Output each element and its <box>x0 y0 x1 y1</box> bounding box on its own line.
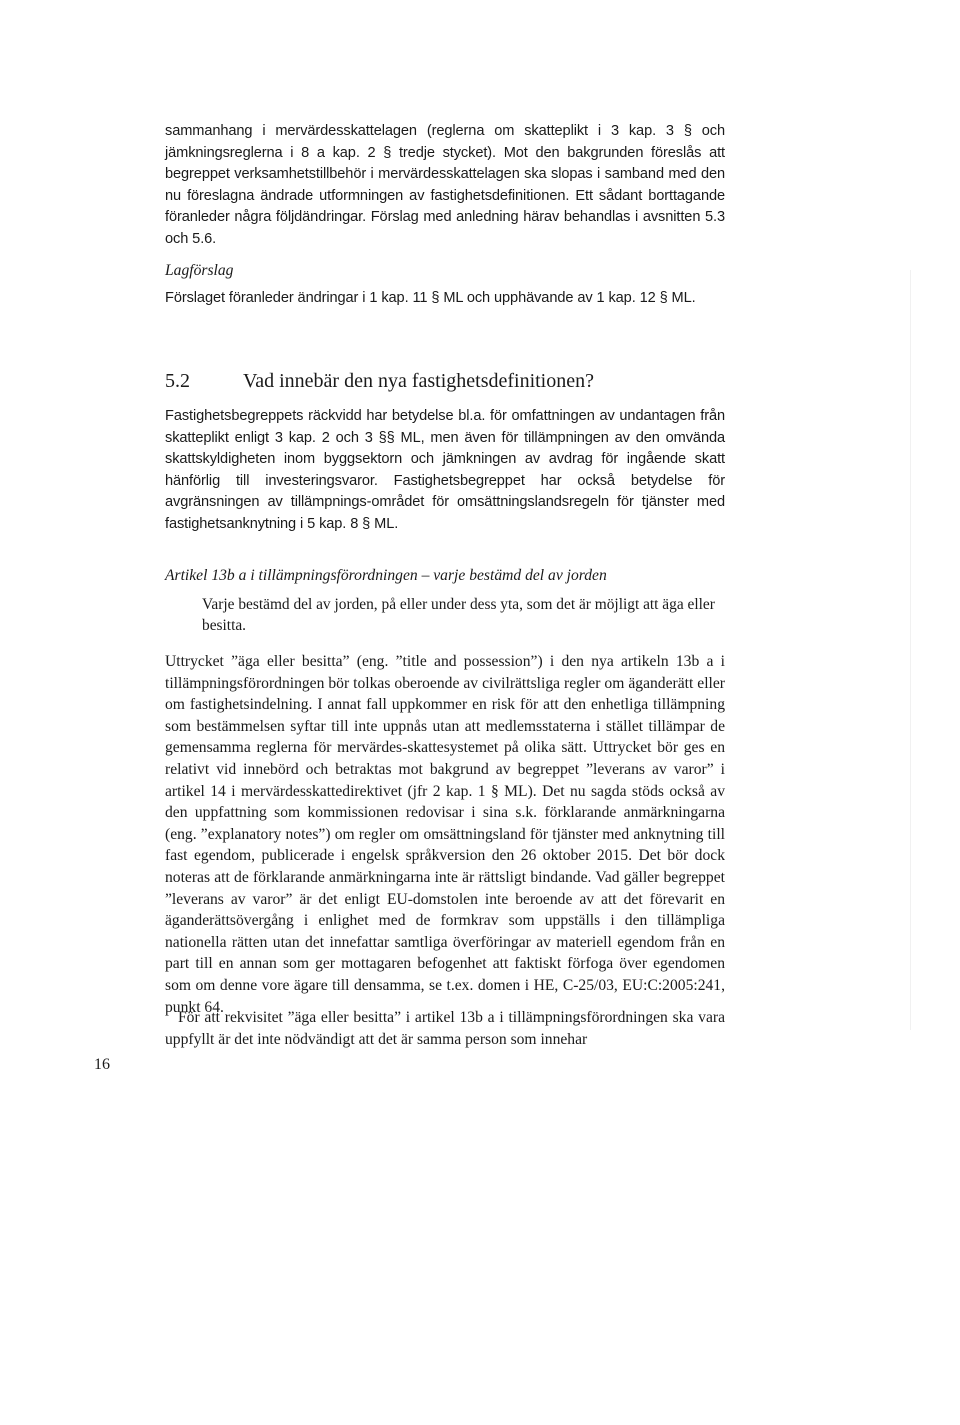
scan-edge-line <box>910 270 911 1030</box>
lagforslag-text: Förslaget föranleder ändringar i 1 kap. 11 § ML och upphävande av 1 kap. 12 § ML. <box>165 290 696 306</box>
article-heading: Artikel 13b a i tillämpningsförordningen – varje bestämd del av jorden <box>165 567 607 584</box>
page-number: 16 <box>94 1056 110 1073</box>
intro-paragraph: sammanhang i mervärdesskattelagen (reglerna om skatteplikt i 3 kap. 3 § och jämkningsreglerna i 8 a kap. 2 § tredje stycket). Mot den bakgrunden föreslås att begreppet verksamhetstillbehör i mervärdesskattelagen ska slopas i samband med den nu föreslagna ändrade utformningen av fastighetsdefinitionen. Ett sådant borttagande föranleder några följdändringar. Förslag med anledning härav behandlas i avsnitten 5.3 och 5.6. <box>165 123 725 247</box>
section-heading <box>165 368 594 394</box>
lagforslag-heading: Lagförslag <box>165 262 234 279</box>
final-paragraph: För att rekvisitet ”äga eller besitta” i artikel 13b a i tillämpningsförordningen ska vara uppfyllt är det inte nödvändigt att det är samma person som innehar <box>165 1009 725 1048</box>
main-paragraph: Uttrycket ”äga eller besitta” (eng. ”title and possession”) i den nya artikeln 13b a i tillämpningsförordningen bör tolkas oberoende av civilrättsliga regler om äganderätt eller om fastighetsindelning. I annat fall uppkommer en risk för att den enhetliga tillämpning som bestämmelsen syftar till inte uppnås utan att medlemsstaterna i stället tillämpar de gemensamma reglerna för mervärdes-skattesystemet på olika sätt. Uttrycket bör ges en relativt vid innebörd och betraktas mot bakgrund av begreppet ”leverans av varor” i artikel 14 i mervärdesskattedirektivet (jfr 2 kap. 1 § ML). Det nu sagda stöds också av den uppfattning som kommissionen redovisar i sina s.k. förklarande anmärkningarna (eng. ”explanatory notes”) om regler om omsättningsland för tjänster med anknytning till fast egendom, publicerade i engelsk språkversion den 26 oktober 2015. Det bör dock noteras att de förklarande anmärkningarna inte är rättsligt bindande. Vad gäller begreppet ”leverans av varor” är det enligt EU-domstolen inte beroende av att det förevarit en äganderättsövergång i enlighet med de formkrav som uppställs i den tillämpliga nationella rätten utan det innefattar samtliga överföringar av materiell egendom från en part till en annan som ger mottagaren befogenhet att faktiskt förfoga över egendomen som om denne vore ägare till densamma, se t.ex. domen i HE, C-25/03, EU:C:2005:241, punkt 64. <box>165 653 725 1016</box>
section-number: 5.2 <box>165 370 190 392</box>
section-title: Vad innebär den nya fastighetsdefinitionen? <box>243 370 594 392</box>
section-paragraph: Fastighetsbegreppets räckvidd har betydelse bl.a. för omfattningen av undantagen från skatteplikt enligt 3 kap. 2 och 3 §§ ML, men även för tillämpningen av den omvända skattskyldigheten inom byggsektorn och jämkningen av avdrag för ingående skatt hänförlig till investeringsvaror. Fastighetsbegreppet har också betydelse för avgränsningen av tillämpnings-området för omsättningslandsregeln för tjänster med fastighetsanknytning i 5 kap. 8 § ML. <box>165 408 725 532</box>
article-quote: Varje bestämd del av jorden, på eller under dess yta, som det är möjligt att äga eller besitta. <box>202 596 715 635</box>
